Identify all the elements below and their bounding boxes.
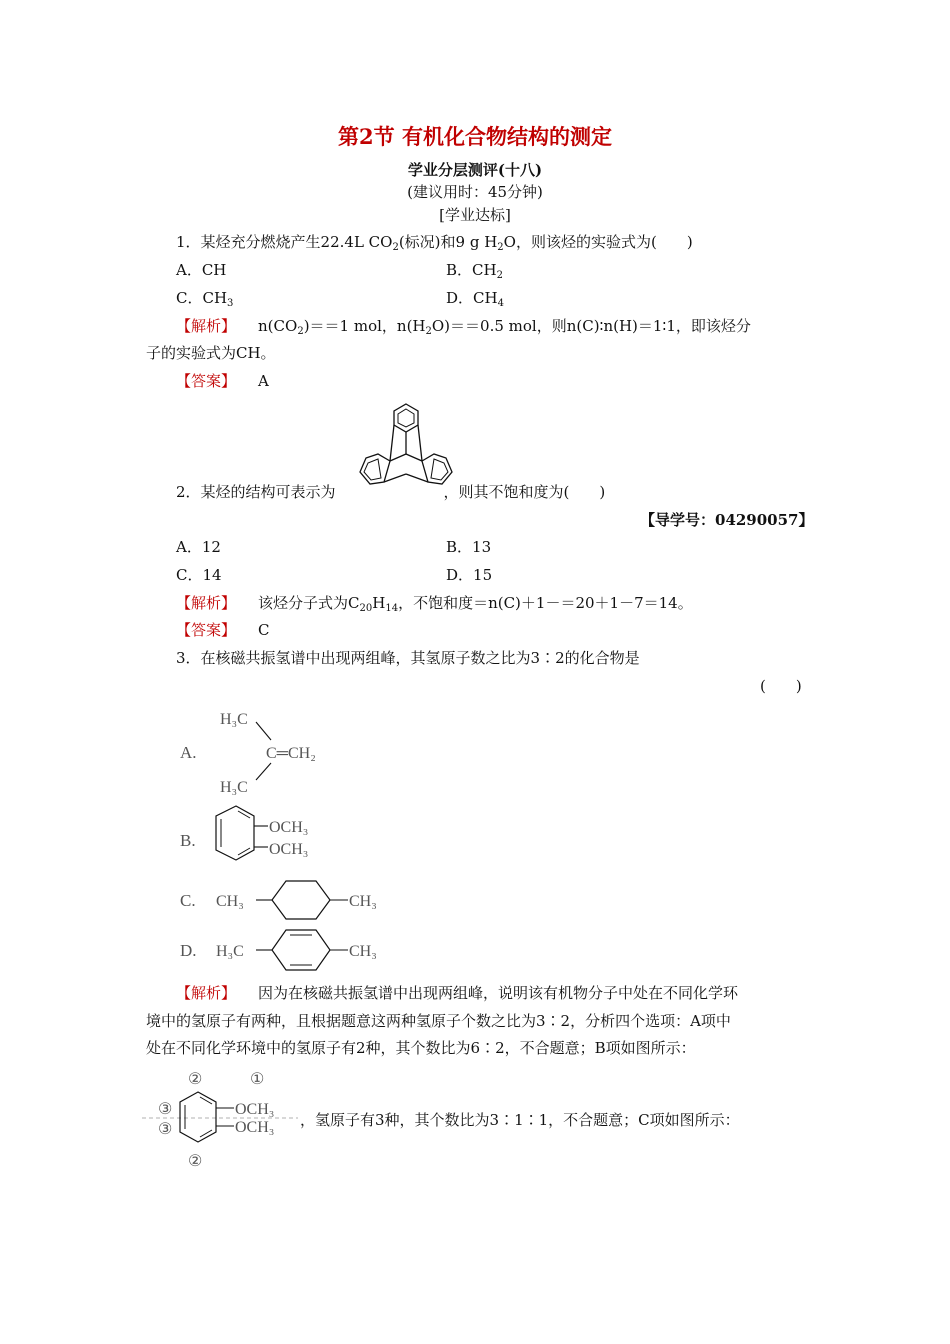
q3-stem: 3．在核磁共振氢谱中出现两组峰，其氢原子数之比为3∶2的化合物是 (176, 649, 640, 667)
q2-option-d: D．15 (446, 566, 493, 584)
analysis-label: 【解析】 (176, 984, 237, 1002)
mark-3-upper: ③ (158, 1101, 173, 1118)
q3-analysis-line4: ，氢原子有3种，其个数比为3∶1∶1，不合题意；C项如图所示： (300, 1111, 740, 1129)
q2-analysis: 【解析】 该烃分子式为$C_{20}H_{14}$，不饱和度＝n(C)＋1－＝20＋1－7＝14。 (176, 594, 693, 614)
q2-answer: 【答案】 C (176, 621, 270, 639)
q3-analysis-line3: 处在不同化学环境中的氢原子有2种，其个数比为6∶2，不合题意；B项如图所示： (146, 1039, 696, 1057)
ch3-d: CH₃ (349, 943, 377, 960)
och3-lower: OCH₃ (269, 841, 309, 858)
mark-1: ① (250, 1071, 265, 1088)
q1-option-b: B．$CH_2$ (446, 261, 503, 281)
analysis-label: 【解析】 (176, 317, 237, 335)
q1-stem: 1．某烃充分燃烧产生22.4L $CO_2$(标况)和9 g $H_2O$，则该烃的实验式为( ) (176, 233, 693, 253)
q3-paren: ( ) (760, 677, 802, 695)
c-eq-ch2: C═CH₂ (266, 745, 316, 762)
q2-option-c: C．14 (176, 566, 222, 584)
q2-stem: 2．某烃的结构可表示为 ，则其不饱和度为( ) (176, 483, 606, 501)
q3-option-c-structure (176, 875, 406, 925)
section-label: [学业达标] (439, 206, 511, 224)
q3-analysis-line2: 境中的氢原子有两种，且根据题意这两种氢原子个数之比为3∶2，分析四个选项：A项中 (146, 1012, 731, 1030)
q3-option-c-label: C. (180, 891, 196, 910)
page-title: 第2节 有机化合物结构的测定 (338, 124, 612, 149)
q3-option-b-structure (176, 803, 376, 873)
q1-answer: 【答案】 A (176, 372, 269, 390)
h3c-lower: H₃C (220, 779, 248, 796)
och3-upper: OCH₃ (269, 819, 309, 836)
ch3-left: CH₃ (216, 893, 244, 910)
mark-3-lower: ③ (158, 1121, 173, 1138)
q3-option-d-structure (176, 925, 406, 975)
q3-analysis: 【解析】 因为在核磁共振氢谱中出现两组峰，说明该有机物分子中处在不同化学环 (176, 984, 739, 1002)
q3-option-a-label: A. (180, 743, 197, 762)
q1-option-d: D．$CH_4$ (446, 289, 504, 309)
answer-label: 【答案】 (176, 372, 237, 390)
time-note: (建议用时：45分钟) (407, 183, 543, 201)
answer-label: 【答案】 (176, 621, 237, 639)
guide-number: 【导学号：04290057】 (640, 511, 814, 529)
q1-analysis: 【解析】 $n(CO_2)==1$ mol，$n(H_2O)==0.5$ mol，则n(C)∶n(H)＝1∶1，即该烃分 (176, 317, 751, 337)
mark-2-top: ② (188, 1071, 203, 1088)
och3-b2: OCH₃ (235, 1119, 275, 1136)
ch3-right: CH₃ (349, 893, 377, 910)
och3-b1: OCH₃ (235, 1101, 275, 1118)
q1-option-a: A．CH (176, 261, 227, 279)
q3-option-b-label: B. (180, 831, 196, 850)
q1-option-c: C．$CH_3$ (176, 289, 234, 309)
analysis-label: 【解析】 (176, 594, 237, 612)
q2-option-b: B．13 (446, 538, 492, 556)
q3-b-labeled-structure (140, 1062, 300, 1172)
h3c-upper: H₃C (220, 711, 248, 728)
q3-option-a-structure (176, 700, 376, 805)
q1-analysis-cont: 子的实验式为CH。 (146, 344, 276, 362)
h3c-d: H₃C (216, 943, 244, 960)
mark-2-bottom: ② (188, 1153, 203, 1170)
q2-option-a: A．12 (176, 538, 221, 556)
page-subtitle: 学业分层测评(十八) (407, 161, 543, 179)
q3-option-d-label: D. (180, 941, 197, 960)
